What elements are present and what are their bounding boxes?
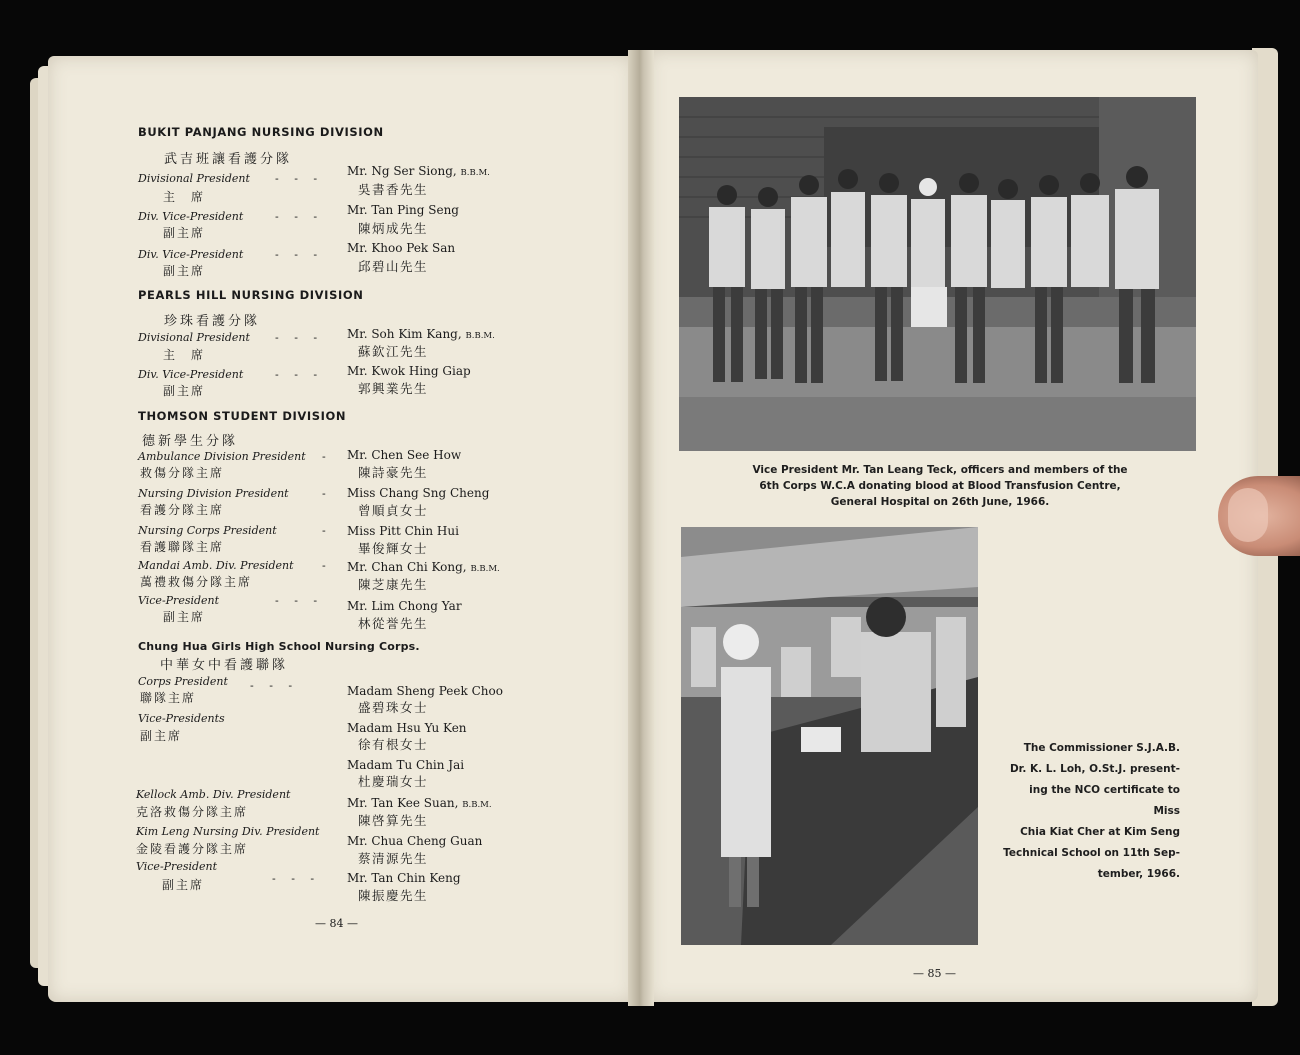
role-label-cn: 救傷分隊主席 xyxy=(140,466,225,480)
role-label-cn: 萬禮救傷分隊主席 xyxy=(140,575,253,589)
section-title-cn: 中華女中看護聯隊 xyxy=(160,658,289,673)
person-name-cn: 陳詩豪先生 xyxy=(358,465,429,480)
caption-line: Technical School on 11th Sep- xyxy=(1003,847,1180,859)
person-name: Mr. Tan Kee Suan, B.B.M. xyxy=(347,796,492,810)
role-label: Div. Vice-President xyxy=(138,248,244,261)
dash-leader: - - - xyxy=(275,331,324,344)
role-label-cn: 看護分隊主席 xyxy=(140,503,225,517)
person-name-cn: 陳振慶先生 xyxy=(358,888,429,903)
dash-leader: - xyxy=(322,450,332,463)
caption-line: 6th Corps W.C.A donating blood at Blood Transfusion Centre, xyxy=(759,480,1121,492)
photo-caption-top xyxy=(700,462,1180,510)
section-title: PEARLS HILL NURSING DIVISION xyxy=(138,288,364,302)
role-label-cn: 副主席 xyxy=(163,384,206,398)
role-label: Vice-President xyxy=(136,860,218,873)
role-label-cn: 副主席 xyxy=(163,610,206,624)
caption-line: Dr. K. L. Loh, O.St.J. present- xyxy=(1009,763,1180,775)
person-name-cn: 邱碧山先生 xyxy=(358,259,429,274)
role-label: Divisional President xyxy=(138,331,250,344)
dash-leader: - - - xyxy=(275,210,324,223)
dash-leader: - - - xyxy=(275,248,324,261)
role-label: Corps President xyxy=(138,675,228,688)
certificate-photo-illustration xyxy=(681,527,978,945)
person-name: Madam Sheng Peek Choo xyxy=(347,684,503,698)
dash-leader: - xyxy=(322,524,332,537)
caption-line: ing the NCO certificate to Miss xyxy=(1029,784,1180,817)
role-label: Nursing Corps President xyxy=(138,524,277,537)
role-label: Div. Vice-President xyxy=(138,368,244,381)
dash-leader: - - - xyxy=(275,594,324,607)
person-name-cn: 陳啓算先生 xyxy=(358,813,429,828)
section-title-cn: 珍珠看護分隊 xyxy=(164,314,261,329)
person-name-cn: 徐有根女士 xyxy=(358,737,429,752)
role-label-cn: 主 席 xyxy=(163,348,206,362)
person-name: Miss Chang Sng Cheng xyxy=(347,486,490,500)
person-name: Mr. Ng Ser Siong, B.B.M. xyxy=(347,164,490,178)
person-name: Madam Tu Chin Jai xyxy=(347,758,465,772)
person-name-cn: 郭興業先生 xyxy=(358,381,429,396)
group-photo xyxy=(679,97,1196,451)
role-label: Kellock Amb. Div. President xyxy=(136,788,291,801)
role-label-cn: 聯隊主席 xyxy=(140,691,197,705)
thumbnail xyxy=(1228,488,1268,542)
page-number: — 84 — xyxy=(315,917,358,930)
role-label-cn: 金陵看護分隊主席 xyxy=(136,842,249,856)
section-title: THOMSON STUDENT DIVISION xyxy=(138,409,347,423)
person-name: Mr. Lim Chong Yar xyxy=(347,599,462,613)
caption-line: The Commissioner S.J.A.B. xyxy=(1023,742,1180,754)
role-label: Div. Vice-President xyxy=(138,210,244,223)
section-title-cn: 武吉班讓看護分隊 xyxy=(164,152,293,167)
page-number: — 85 — xyxy=(913,967,956,980)
person-name: Mr. Kwok Hing Giap xyxy=(347,364,471,378)
role-label-cn: 主 席 xyxy=(163,190,206,204)
certificate-photo xyxy=(681,527,978,945)
section-title: Chung Hua Girls High School Nursing Corps. xyxy=(138,640,420,653)
person-name-cn: 蔡清源先生 xyxy=(358,851,429,866)
person-name: Miss Pitt Chin Hui xyxy=(347,524,459,538)
person-name-cn: 陳芝康先生 xyxy=(358,577,429,592)
dash-leader: - - - xyxy=(275,368,324,381)
role-label-cn: 看護聯隊主席 xyxy=(140,540,225,554)
caption-line: tember, 1966. xyxy=(1097,868,1180,880)
caption-line: General Hospital on 26th June, 1966. xyxy=(830,496,1050,508)
photo-caption-bottom xyxy=(1000,738,1180,885)
role-label: Vice-President xyxy=(138,594,220,607)
dash-leader: - - - xyxy=(275,172,324,185)
role-label: Ambulance Division President xyxy=(138,450,306,463)
person-name-cn: 曾順貞女士 xyxy=(358,503,429,518)
role-label-cn: 副主席 xyxy=(162,878,205,892)
person-name: Mr. Tan Chin Keng xyxy=(347,871,461,885)
person-name: Mr. Chen See How xyxy=(347,448,462,462)
role-label: Kim Leng Nursing Div. President xyxy=(136,825,320,838)
person-name: Mr. Chua Cheng Guan xyxy=(347,834,483,848)
person-name: Madam Hsu Yu Ken xyxy=(347,721,467,735)
role-label-cn: 副主席 xyxy=(140,729,183,743)
dash-leader: - - - xyxy=(250,679,299,692)
caption-line: Chia Kiat Cher at Kim Seng xyxy=(1020,826,1180,838)
dash-leader: - xyxy=(322,559,332,572)
role-label: Nursing Division President xyxy=(138,487,289,500)
dash-leader: - xyxy=(322,487,332,500)
person-name-cn: 杜慶瑞女士 xyxy=(358,774,429,789)
role-label: Mandai Amb. Div. President xyxy=(138,559,294,572)
dash-leader: - - - xyxy=(272,872,321,885)
person-name: Mr. Chan Chi Kong, B.B.M. xyxy=(347,560,500,574)
person-name: Mr. Tan Ping Seng xyxy=(347,203,459,217)
section-title-cn: 德新學生分隊 xyxy=(142,434,239,449)
role-label: Divisional President xyxy=(138,172,250,185)
person-name: Mr. Khoo Pek San xyxy=(347,241,456,255)
role-label-cn: 副主席 xyxy=(163,226,206,240)
person-name-cn: 陳炳成先生 xyxy=(358,221,429,236)
person-name-cn: 吳書香先生 xyxy=(358,182,429,197)
role-label: Vice-Presidents xyxy=(138,712,225,725)
person-name-cn: 盛碧珠女士 xyxy=(358,700,429,715)
group-photo-illustration xyxy=(679,97,1196,451)
person-name-cn: 蘇欽江先生 xyxy=(358,344,429,359)
role-label-cn: 副主席 xyxy=(163,264,206,278)
caption-line: Vice President Mr. Tan Leang Teck, officers and members of the xyxy=(752,464,1128,476)
book-gutter xyxy=(628,50,654,1006)
person-name: Mr. Soh Kim Kang, B.B.M. xyxy=(347,327,495,341)
person-name-cn: 畢俊輝女士 xyxy=(358,541,429,556)
role-label-cn: 克洛救傷分隊主席 xyxy=(136,805,249,819)
person-name-cn: 林從誉先生 xyxy=(358,616,429,631)
section-title: BUKIT PANJANG NURSING DIVISION xyxy=(138,125,384,139)
